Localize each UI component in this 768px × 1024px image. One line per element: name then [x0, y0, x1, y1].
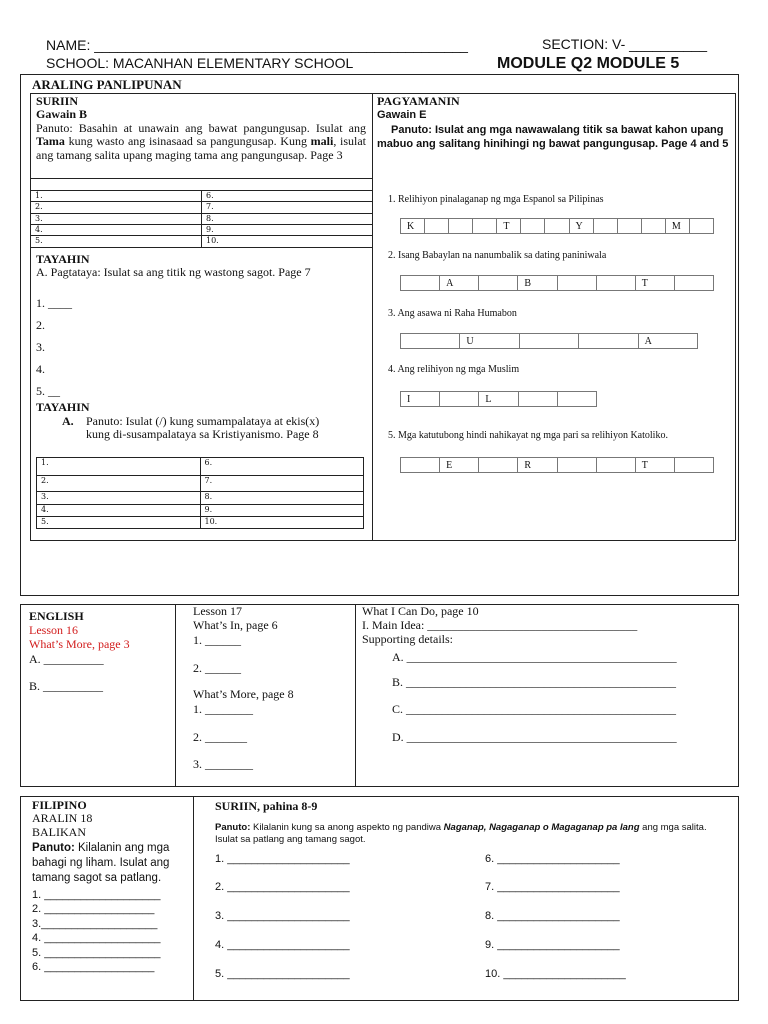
aralin18: ARALIN 18: [32, 811, 93, 825]
letter-boxes: [400, 218, 714, 234]
gawain-b: Gawain B: [36, 107, 88, 121]
letter-box[interactable]: [597, 458, 636, 472]
ap-title: ARALING PANLIPUNAN: [32, 77, 182, 92]
letter-box[interactable]: [401, 276, 440, 290]
suriin-answer[interactable]: 5. ____________________: [215, 968, 350, 980]
detail-d[interactable]: D. _____________________________________________: [392, 730, 677, 744]
balikan-answer[interactable]: 5. ___________________: [32, 946, 161, 959]
filipino-title: FILIPINO: [32, 798, 87, 812]
suriin-answer[interactable]: 4. ____________________: [215, 939, 350, 951]
suriin-answer[interactable]: 6. ____________________: [485, 853, 620, 865]
letter-box[interactable]: R: [518, 458, 557, 472]
suriin-pahina: SURIIN, pahina 8-9: [215, 799, 318, 813]
grid-row: [31, 236, 373, 248]
suriin-heading: SURIIN: [36, 94, 79, 108]
letter-box[interactable]: [642, 219, 666, 233]
letter-boxes: [400, 333, 698, 349]
letter-box[interactable]: [401, 458, 440, 472]
question-text: 2. Isang Babaylan na nanumbalik sa dating paniniwala: [388, 250, 607, 261]
wi-answer-2[interactable]: 2. ______: [193, 661, 241, 675]
answer-cell[interactable]: 9.: [202, 225, 373, 236]
letter-box[interactable]: K: [401, 219, 425, 233]
letter-box[interactable]: [449, 219, 473, 233]
answer-cell[interactable]: 5.: [31, 236, 202, 248]
letter-box[interactable]: [594, 219, 618, 233]
tayahin-instructions: A. Pagtataya: Isulat sa ang titik ng wastong sagot. Page 7: [36, 265, 311, 279]
suriin-answer-grid: [30, 190, 373, 248]
answer-cell[interactable]: 7.: [202, 202, 373, 214]
answer-cell[interactable]: 7.: [200, 476, 364, 492]
letter-boxes: [400, 391, 597, 407]
tayahin-item[interactable]: 4.: [36, 362, 45, 376]
letter-box[interactable]: [425, 219, 449, 233]
letter-box[interactable]: [479, 276, 518, 290]
pagyamanin-heading: PAGYAMANIN: [377, 94, 460, 108]
answer-cell[interactable]: 9.: [200, 505, 364, 517]
answer-cell[interactable]: 10.: [202, 236, 373, 248]
letter-box[interactable]: I: [401, 392, 440, 406]
answer-cell[interactable]: 2.: [31, 202, 202, 214]
gawain-e: Gawain E: [377, 109, 427, 121]
lesson17: Lesson 17: [193, 604, 242, 618]
answer-cell[interactable]: 4.: [31, 225, 202, 236]
tayahin-item[interactable]: 3.: [36, 340, 45, 354]
tayahin2-answer-grid: [36, 457, 364, 529]
suriin-answer[interactable]: 3. ____________________: [215, 910, 350, 922]
letter-box[interactable]: [675, 276, 713, 290]
answer-cell[interactable]: 2.: [37, 476, 201, 492]
suriin-instructions: Panuto: Basahin at unawain ang bawat pangungusap. Isulat ang Tama kung wasto ang isinasaad sa pangungusap. Kung mali, isulat ang tamang salita upang maging tama ang pangungusap. Page 3: [36, 121, 367, 162]
detail-c[interactable]: C. _____________________________________________: [392, 702, 677, 716]
answer-cell[interactable]: 8.: [202, 214, 373, 225]
answer-a[interactable]: A. __________: [29, 652, 104, 666]
balikan-block: [32, 841, 192, 975]
letter-box[interactable]: [558, 392, 596, 406]
letter-box[interactable]: E: [440, 458, 479, 472]
letter-box[interactable]: A: [440, 276, 479, 290]
suriin-fil-instructions: Panuto: Kilalanin kung sa anong aspekto ng pandiwa Naganap, Nagaganap o Magaganap pa lang ang mga salita. Isulat sa patlang ang tamang sagot.: [215, 822, 707, 846]
letter-box[interactable]: [545, 219, 569, 233]
grid-row: [31, 225, 373, 236]
question-text: 3. Ang asawa ni Raha Humabon: [388, 308, 517, 319]
suriin-answer[interactable]: 1. ____________________: [215, 853, 350, 865]
answer-cell[interactable]: 4.: [37, 505, 201, 517]
grid-row: [37, 492, 364, 505]
answer-cell[interactable]: 1.: [31, 191, 202, 202]
wm-answer-3[interactable]: 3. ________: [193, 757, 253, 771]
tayahin2-heading: TAYAHIN: [36, 400, 90, 414]
letter-box[interactable]: B: [518, 276, 557, 290]
suriin-answer[interactable]: 7. ____________________: [485, 881, 620, 893]
tayahin2-letter: A.: [62, 414, 74, 428]
grid-row: [37, 505, 364, 517]
answer-cell[interactable]: 10.: [200, 517, 364, 529]
letter-box[interactable]: M: [666, 219, 690, 233]
suriin-answer[interactable]: 2. ____________________: [215, 881, 350, 893]
letter-box[interactable]: [690, 219, 713, 233]
letter-box[interactable]: [479, 458, 518, 472]
wi-answer-1[interactable]: 1. ______: [193, 633, 241, 647]
module-title: MODULE Q2 MODULE 5: [497, 55, 680, 72]
balikan-answer[interactable]: 6. __________________: [32, 961, 155, 974]
suriin-answer[interactable]: 10. ____________________: [485, 968, 626, 980]
english-title: ENGLISH: [29, 609, 84, 623]
suriin-answer[interactable]: 8. ____________________: [485, 910, 620, 922]
answer-cell[interactable]: 1.: [37, 458, 201, 476]
letter-box[interactable]: [675, 458, 713, 472]
letter-box[interactable]: [521, 219, 545, 233]
letter-box[interactable]: [558, 458, 597, 472]
pagyamanin-instructions: Panuto: Isulat ang mga nawawalang titik sa bawat kahon upang mabuo ang salitang hinihingi ng bawat pangungusap. Page 4 and 5: [377, 124, 729, 151]
letter-box[interactable]: [597, 276, 636, 290]
grid-row: [37, 458, 364, 476]
letter-box[interactable]: [579, 334, 638, 348]
letter-box[interactable]: L: [479, 392, 518, 406]
what-i-can-do: What I Can Do, page 10: [362, 604, 479, 618]
letter-box[interactable]: [519, 392, 558, 406]
school-name: SCHOOL: MACANHAN ELEMENTARY SCHOOL: [46, 55, 354, 71]
question-text: 1. Relihiyon pinalaganap ng mga Espanol sa Pilipinas: [388, 194, 604, 205]
answer-cell[interactable]: 5.: [37, 517, 201, 529]
letter-box[interactable]: [473, 219, 497, 233]
letter-box[interactable]: [440, 392, 479, 406]
suriin-answer[interactable]: 9. ____________________: [485, 939, 620, 951]
letter-box[interactable]: U: [460, 334, 519, 348]
balikan: BALIKAN: [32, 825, 86, 839]
letter-box[interactable]: [558, 276, 597, 290]
supporting-details: Supporting details:: [362, 632, 453, 646]
answer-cell[interactable]: 6.: [200, 458, 364, 476]
letter-box[interactable]: [520, 334, 579, 348]
whats-more-p8: What’s More, page 8: [193, 687, 294, 701]
letter-boxes: [400, 457, 714, 473]
tayahin-item[interactable]: 5. __: [36, 384, 60, 398]
tayahin-heading: TAYAHIN: [36, 252, 90, 266]
balikan-answer[interactable]: 1. ___________________: [32, 888, 161, 901]
letter-box[interactable]: T: [636, 458, 675, 472]
balikan-answer[interactable]: 2. __________________: [32, 903, 155, 916]
main-idea[interactable]: I. Main Idea: ___________________________________: [362, 618, 638, 632]
balikan-instructions: Panuto: Kilalanin ang mga bahagi ng liham. Isulat ang tamang sagot sa patlang.: [32, 842, 170, 884]
wm-answer-2[interactable]: 2. _______: [193, 730, 247, 744]
tayahin-item[interactable]: 2.: [36, 318, 45, 332]
grid-row: [31, 191, 373, 202]
letter-box[interactable]: [618, 219, 642, 233]
balikan-answer[interactable]: 4. ___________________: [32, 932, 161, 945]
tayahin-item[interactable]: 1. ____: [36, 296, 72, 310]
letter-box[interactable]: Y: [570, 219, 594, 233]
answer-cell[interactable]: 6.: [202, 191, 373, 202]
letter-box[interactable]: [401, 334, 460, 348]
answer-cell[interactable]: 3.: [31, 214, 202, 225]
detail-a[interactable]: A. _____________________________________________: [392, 650, 677, 664]
question-text: 5. Mga katutubong hindi nahikayat ng mga pari sa relihiyon Katoliko.: [388, 430, 668, 441]
letter-box[interactable]: A: [644, 336, 652, 347]
lesson16: Lesson 16: [29, 623, 78, 637]
letter-boxes: [400, 275, 714, 291]
grid-row: [31, 202, 373, 214]
letter-box[interactable]: T: [497, 219, 521, 233]
whats-more-p3: What’s More, page 3: [29, 637, 130, 651]
grid-row: [37, 476, 364, 492]
answer-cell[interactable]: 3.: [37, 492, 201, 505]
section-field[interactable]: SECTION: V- __________: [542, 36, 707, 52]
balikan-answer[interactable]: 3.___________________: [32, 917, 158, 930]
whats-in: What’s In, page 6: [193, 618, 278, 632]
detail-b[interactable]: B. _____________________________________________: [392, 675, 677, 689]
answer-b[interactable]: B. __________: [29, 679, 104, 693]
grid-row: [37, 517, 364, 529]
tayahin2-instructions: Panuto: Isulat (/) kung sumampalataya at ekis(x) kung di-susampalataya sa Kristiyanismo. Page 8: [86, 414, 320, 441]
grid-row: [31, 214, 373, 225]
letter-box[interactable]: T: [636, 276, 675, 290]
answer-cell[interactable]: 8.: [200, 492, 364, 505]
wm-answer-1[interactable]: 1. ________: [193, 702, 253, 716]
name-field[interactable]: NAME: ________________________________________________: [46, 37, 468, 53]
question-text: 4. Ang relihiyon ng mga Muslim: [388, 364, 520, 375]
